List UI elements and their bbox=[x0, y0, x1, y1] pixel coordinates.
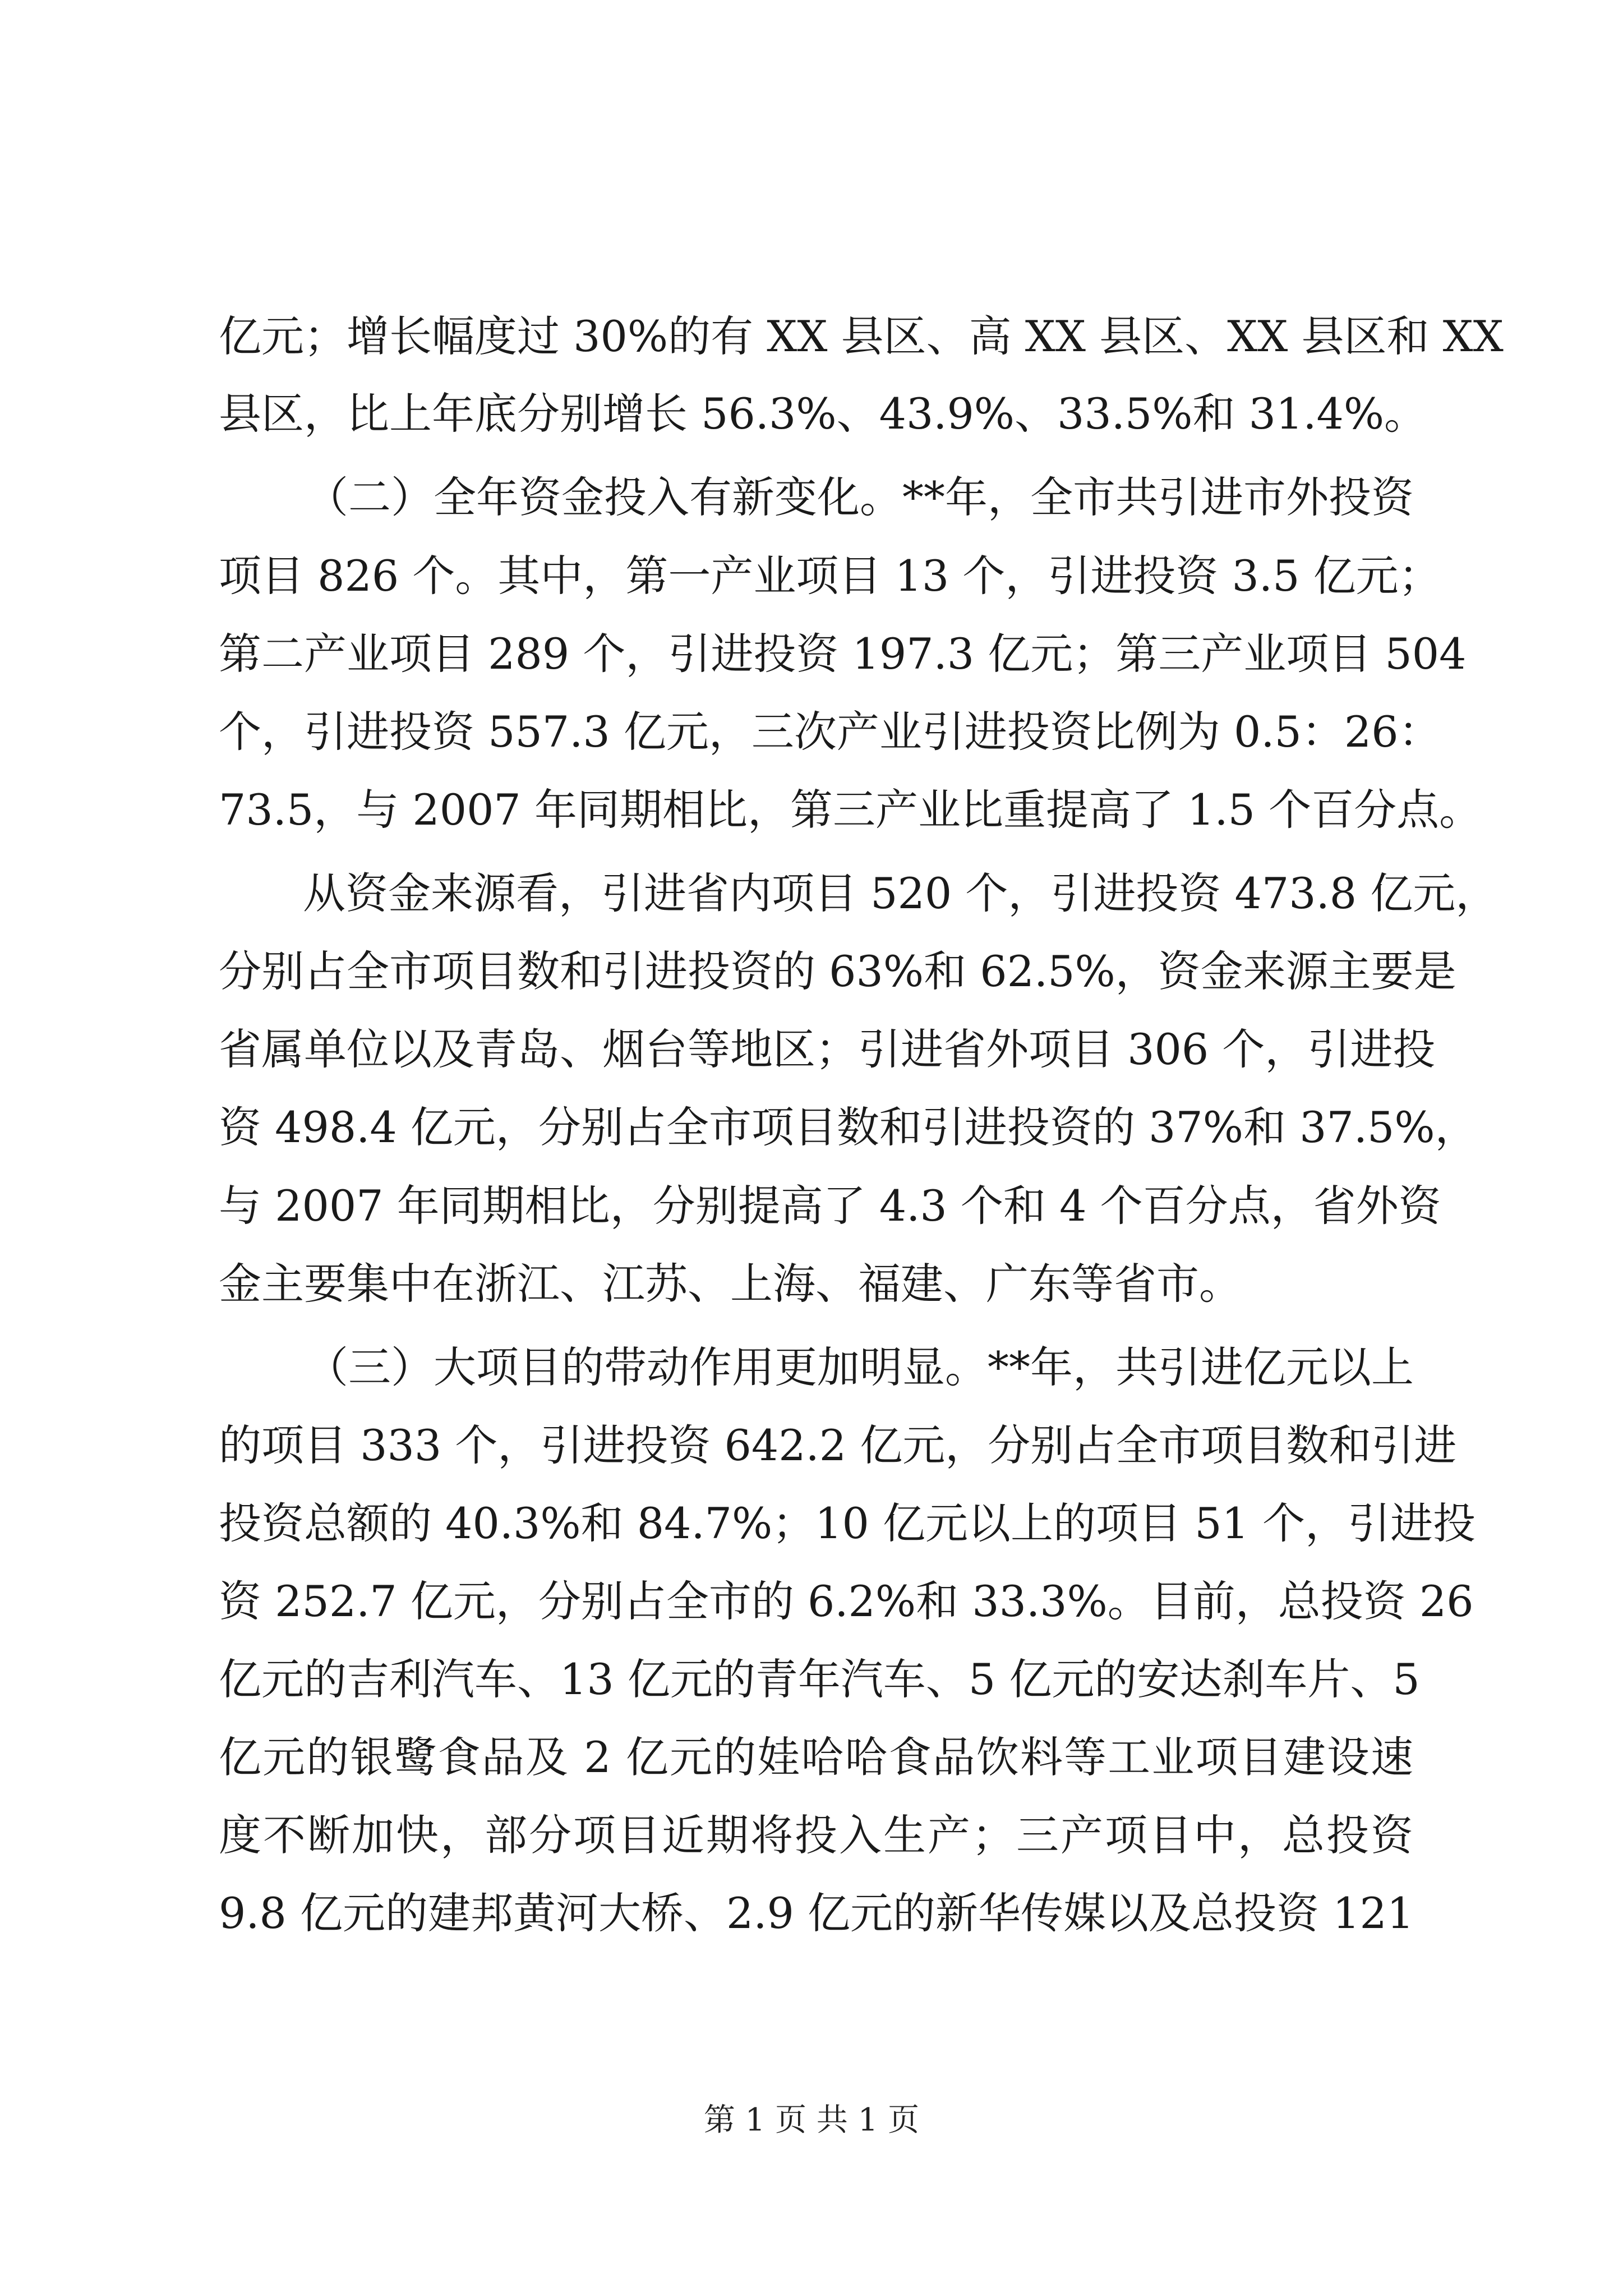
section-heading-line: （三）大项目的带动作用更加明显。**年，共引进亿元以上 bbox=[306, 1342, 1414, 1392]
body-line: 分别占全市项目数和引进投资的 63%和 62.5%，资金来源主要是 bbox=[219, 946, 1456, 996]
body-line: 金主要集中在浙江、江苏、上海、福建、广东等省市。 bbox=[219, 1259, 1242, 1309]
section-heading-line: （二）全年资金投入有新变化。**年，全市共引进市外投资 bbox=[306, 472, 1414, 522]
body-line: 省属单位以及青岛、烟台等地区；引进省外项目 306 个，引进投 bbox=[219, 1024, 1436, 1074]
body-line: 第二产业项目 289 个，引进投资 197.3 亿元；第三产业项目 504 bbox=[219, 629, 1467, 679]
body-line: 73.5，与 2007 年同期相比，第三产业比重提高了 1.5 个百分点。 bbox=[219, 785, 1482, 835]
body-line: 亿元的吉利汽车、13 亿元的青年汽车、5 亿元的安达刹车片、5 bbox=[219, 1654, 1420, 1704]
body-line: 资 498.4 亿元，分别占全市项目数和引进投资的 37%和 37.5%， bbox=[219, 1102, 1478, 1152]
body-line: 投资总额的 40.3%和 84.7%；10 亿元以上的项目 51 个，引进投 bbox=[219, 1498, 1476, 1548]
body-line: 9.8 亿元的建邦黄河大桥、2.9 亿元的新华传媒以及总投资 121 bbox=[219, 1888, 1414, 1938]
body-line: 项目 826 个。其中，第一产业项目 13 个，引进投资 3.5 亿元； bbox=[219, 551, 1441, 601]
body-line: 亿元的银鹭食品及 2 亿元的娃哈哈食品饮料等工业项目建设速 bbox=[219, 1732, 1413, 1782]
body-line: 县区，比上年底分别增长 56.3%、43.9%、33.5%和 31.4%。 bbox=[219, 389, 1427, 439]
body-line: 的项目 333 个，引进投资 642.2 亿元，分别占全市项目数和引进 bbox=[219, 1420, 1457, 1470]
body-line: 资 252.7 亿元，分别占全市的 6.2%和 33.3%。目前，总投资 26 bbox=[219, 1576, 1474, 1626]
page-footer: 第 1 页 共 1 页 bbox=[703, 2102, 920, 2138]
body-line: 与 2007 年同期相比，分别提高了 4.3 个和 4 个百分点，省外资 bbox=[219, 1181, 1441, 1231]
body-line: 从资金来源看，引进省内项目 520 个，引进投资 473.8 亿元， bbox=[303, 868, 1498, 918]
body-line: 度不断加快，部分项目近期将投入生产；三产项目中，总投资 bbox=[219, 1810, 1413, 1860]
body-line: 个，引进投资 557.3 亿元，三次产业引进投资比例为 0.5：26： bbox=[219, 707, 1441, 757]
body-line: 亿元；增长幅度过 30%的有 XX 县区、高 XX 县区、XX 县区和 XX bbox=[219, 311, 1504, 361]
